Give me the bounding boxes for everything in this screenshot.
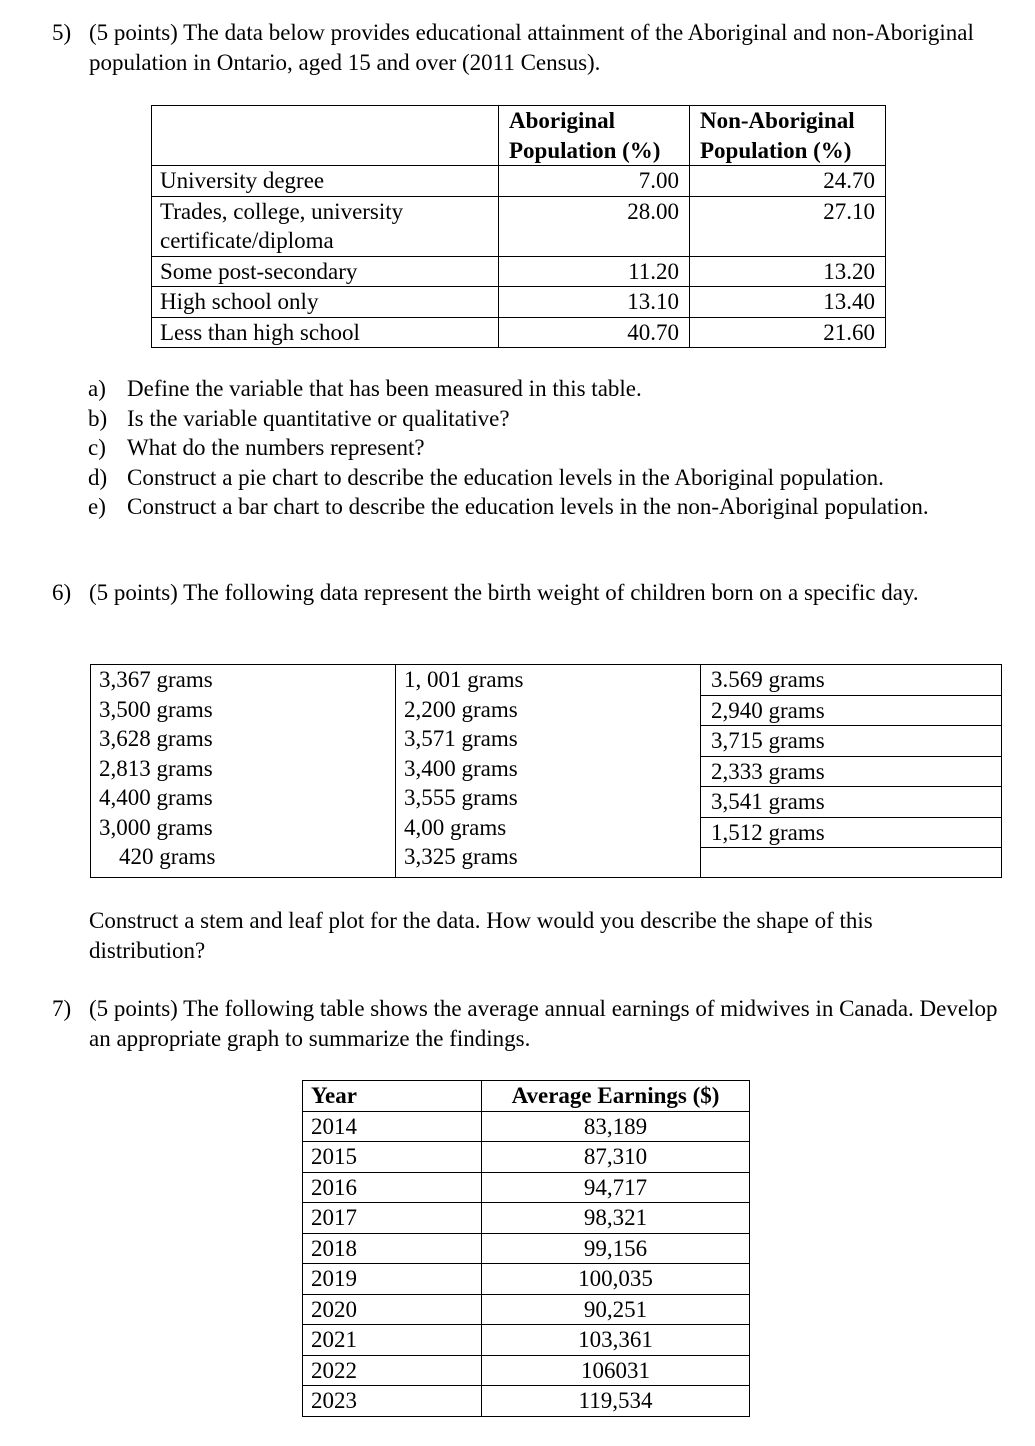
- table-row: [303, 1203, 750, 1234]
- row-label: University degree: [152, 166, 499, 197]
- non-aboriginal-value: 24.70: [690, 166, 886, 197]
- weight-value: 3,325 grams: [404, 844, 518, 869]
- header-aboriginal-line2: Population (%): [509, 137, 661, 163]
- part-label: e): [88, 494, 106, 519]
- weight-column-2: [396, 665, 701, 878]
- education-table: [151, 105, 886, 348]
- weight-value: 2,333 grams: [701, 757, 1001, 788]
- table-row: [303, 1111, 750, 1142]
- non-aboriginal-value: 13.20: [690, 256, 886, 287]
- question-7-number: 7): [52, 996, 72, 1021]
- table-row: [303, 1325, 750, 1356]
- weight-value: 4,00 grams: [404, 814, 507, 840]
- row-label: Some post-secondary: [152, 256, 499, 287]
- year-cell: 2023: [303, 1386, 482, 1417]
- weight-value: 2,200 grams: [404, 696, 518, 722]
- row-label: [152, 196, 499, 256]
- table-row: [152, 317, 886, 348]
- row-label-line1: Trades, college, university: [160, 198, 404, 224]
- table-row: [152, 256, 886, 287]
- year-cell: 2016: [303, 1172, 482, 1203]
- table-row: [303, 1355, 750, 1386]
- weight-value: 3,400 grams: [404, 755, 518, 781]
- year-cell: 2022: [303, 1355, 482, 1386]
- weight-value: 3,000 grams: [99, 814, 213, 840]
- header-non-aboriginal-line1: Non-Aboriginal: [700, 108, 855, 133]
- row-label-line2: certificate/diploma: [160, 228, 334, 253]
- table-row: [303, 1233, 750, 1264]
- question-7-text: (5 points) The following table shows the average annual earnings of midwives in Canada. Develop an appropriate graph to summarize the findings.: [89, 996, 998, 1051]
- year-cell: 2019: [303, 1264, 482, 1295]
- year-cell: 2014: [303, 1111, 482, 1142]
- earnings-cell: 100,035: [482, 1264, 750, 1295]
- question-5-parts: [88, 374, 988, 522]
- non-aboriginal-value: 21.60: [690, 317, 886, 348]
- question-6: [52, 578, 1012, 608]
- table-row: [303, 1172, 750, 1203]
- aboriginal-value: 7.00: [499, 166, 690, 197]
- non-aboriginal-value: 27.10: [690, 196, 886, 256]
- weight-value: 3,367 grams: [99, 667, 213, 692]
- year-cell: 2015: [303, 1142, 482, 1173]
- question-5-text: (5 points) The data below provides educational attainment of the Aboriginal and non-Aboriginal population in Ontario, aged 15 and over (2011 Census).: [89, 20, 974, 75]
- year-cell: 2017: [303, 1203, 482, 1234]
- earnings-cell: 87,310: [482, 1142, 750, 1173]
- question-5-number: 5): [52, 20, 72, 45]
- part-text: Is the variable quantitative or qualitative?: [127, 405, 510, 431]
- row-label: Less than high school: [152, 317, 499, 348]
- weight-value: 2,813 grams: [99, 755, 213, 781]
- weight-value: 3,500 grams: [99, 696, 213, 722]
- list-item: [88, 433, 988, 463]
- weight-column-1: [91, 665, 396, 878]
- earnings-table: [302, 1080, 750, 1417]
- header-aboriginal: [499, 106, 690, 166]
- list-item: [88, 374, 988, 404]
- table-row: [152, 166, 886, 197]
- year-cell: 2021: [303, 1325, 482, 1356]
- aboriginal-value: 40.70: [499, 317, 690, 348]
- part-text: Construct a bar chart to describe the education levels in the non-Aboriginal population.: [127, 494, 929, 519]
- table-row: [303, 1264, 750, 1295]
- aboriginal-value: 13.10: [499, 287, 690, 318]
- earnings-cell: 83,189: [482, 1111, 750, 1142]
- part-label: c): [88, 435, 106, 460]
- part-text: What do the numbers represent?: [127, 435, 425, 460]
- header-year: Year: [303, 1081, 482, 1112]
- non-aboriginal-value: 13.40: [690, 287, 886, 318]
- weight-column-3: [701, 665, 1002, 878]
- part-label: b): [88, 405, 108, 431]
- earnings-cell: 90,251: [482, 1294, 750, 1325]
- part-label: d): [88, 464, 108, 490]
- list-item: [88, 463, 988, 493]
- part-text: Define the variable that has been measured in this table.: [127, 376, 642, 401]
- weight-value: 420 grams: [119, 844, 216, 869]
- earnings-cell: 99,156: [482, 1233, 750, 1264]
- weight-value: [701, 848, 1001, 877]
- birth-weight-table: [90, 664, 1002, 878]
- earnings-cell: 94,717: [482, 1172, 750, 1203]
- earnings-cell: 103,361: [482, 1325, 750, 1356]
- weight-value: 3,555 grams: [404, 785, 518, 810]
- part-text: Construct a pie chart to describe the education levels in the Aboriginal population.: [127, 464, 884, 490]
- question-6-instruction: Construct a stem and leaf plot for the data. How would you describe the shape of this distribution?: [89, 908, 873, 963]
- weight-value: 3,571 grams: [404, 726, 518, 751]
- list-item: [88, 404, 988, 434]
- weight-value: 4,400 grams: [99, 785, 213, 810]
- row-label: High school only: [152, 287, 499, 318]
- weight-value: 2,940 grams: [701, 696, 1001, 727]
- weight-value: 3,715 grams: [701, 726, 1001, 757]
- question-5: [52, 18, 1012, 77]
- earnings-cell: 119,534: [482, 1386, 750, 1417]
- table-row: [152, 196, 886, 256]
- list-item: [88, 492, 937, 522]
- education-table-corner: [152, 106, 499, 166]
- question-6-number: 6): [52, 580, 72, 605]
- year-cell: 2020: [303, 1294, 482, 1325]
- weight-value: 1, 001 grams: [404, 667, 524, 692]
- header-aboriginal-line1: Aboriginal: [509, 108, 616, 133]
- table-row: [303, 1294, 750, 1325]
- year-cell: 2018: [303, 1233, 482, 1264]
- table-row: [303, 1142, 750, 1173]
- earnings-cell: 98,321: [482, 1203, 750, 1234]
- weight-value: 3,541 grams: [701, 787, 1001, 818]
- part-label: a): [88, 376, 106, 401]
- header-earnings: Average Earnings ($): [482, 1081, 750, 1112]
- header-non-aboriginal-line2: Population (%): [700, 137, 852, 163]
- aboriginal-value: 28.00: [499, 196, 690, 256]
- aboriginal-value: 11.20: [499, 256, 690, 287]
- weight-value: 1,512 grams: [701, 818, 1001, 849]
- table-row: [303, 1386, 750, 1417]
- question-6-text: (5 points) The following data represent the birth weight of children born on a specific day.: [89, 580, 919, 605]
- table-row: [152, 287, 886, 318]
- earnings-cell: 106031: [482, 1355, 750, 1386]
- weight-value: 3.569 grams: [701, 665, 1001, 696]
- header-non-aboriginal: [690, 106, 886, 166]
- question-7: [52, 994, 1012, 1053]
- weight-value: 3,628 grams: [99, 726, 213, 751]
